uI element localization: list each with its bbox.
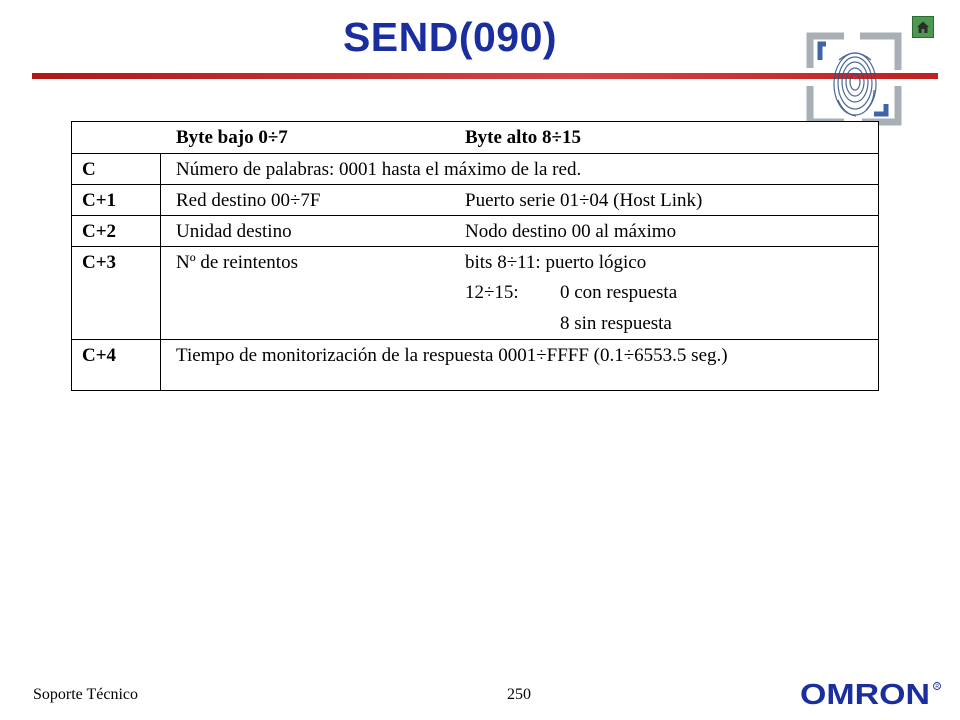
row-description: Tiempo de monitorización de la respuesta 0001÷FFFF (0.1÷6553.5 seg.)	[176, 345, 728, 366]
row-byte-high-value: 8 sin respuesta	[560, 313, 672, 334]
fingerprint-logo	[804, 30, 908, 128]
table-row	[72, 184, 878, 216]
svg-text:R: R	[935, 684, 940, 690]
header-byte-high: Byte alto 8÷15	[465, 127, 581, 148]
home-icon	[913, 17, 933, 37]
home-button[interactable]	[912, 16, 934, 38]
row-byte-low: Unidad destino	[176, 221, 292, 242]
row-byte-low: Nº de reintentos	[176, 252, 298, 273]
row-description: Número de palabras: 0001 hasta el máximo de la red.	[176, 159, 582, 180]
table-row	[72, 153, 878, 185]
table-header-row	[72, 122, 878, 153]
page-title: SEND(090)	[342, 14, 558, 60]
table-row-continuation	[72, 277, 878, 308]
row-code: C+3	[82, 252, 117, 273]
row-code: C+1	[82, 190, 117, 211]
row-code: C+2	[82, 221, 117, 242]
brand-wordmark: OMRON	[800, 680, 930, 708]
row-byte-high: Nodo destino 00 al máximo	[465, 221, 677, 242]
row-byte-high: Puerto serie 01÷04 (Host Link)	[465, 190, 703, 211]
row-byte-high-value: 0 con respuesta	[560, 282, 678, 303]
row-byte-high-label: 12÷15:	[465, 282, 519, 303]
row-byte-high: bits 8÷11: puerto lógico	[465, 252, 647, 273]
header-byte-low: Byte bajo 0÷7	[176, 127, 288, 148]
title-divider	[32, 73, 938, 79]
row-byte-low: Red destino 00÷7F	[176, 190, 321, 211]
row-code: C+4	[82, 345, 117, 366]
table-row	[72, 215, 878, 247]
omron-logo	[800, 680, 942, 708]
table-row	[72, 246, 878, 278]
table-row	[72, 339, 878, 371]
parameter-table	[71, 121, 879, 391]
page-number: 250	[507, 686, 531, 703]
table-row-continuation	[72, 308, 878, 339]
footer-department: Soporte Técnico	[33, 686, 139, 703]
row-code: C	[82, 159, 96, 180]
